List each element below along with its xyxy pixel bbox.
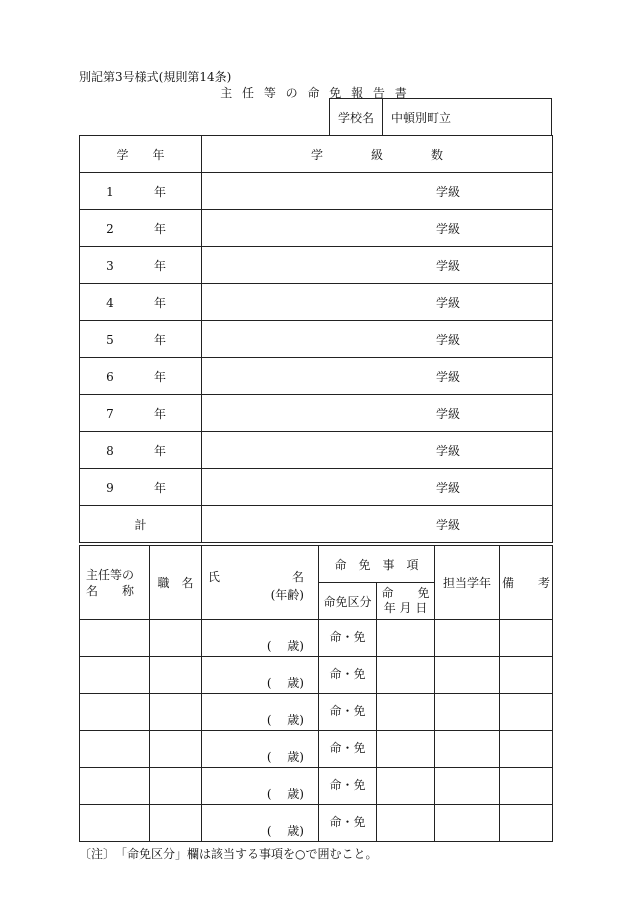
grade-number: 8 <box>106 443 114 458</box>
remarks-cell[interactable] <box>500 620 553 657</box>
form-reference: 別記第3号様式(規則第14条) <box>79 70 232 84</box>
name-header-label: 氏 名 <box>208 570 305 584</box>
class-suffix: 学級 <box>435 332 460 347</box>
position-cell[interactable] <box>150 694 202 731</box>
grade-row <box>80 469 553 506</box>
grade-unit: 年 <box>153 221 166 236</box>
category-cell[interactable] <box>319 805 377 842</box>
grade-number: 7 <box>106 406 114 421</box>
category-options: 命・免 <box>329 778 366 792</box>
grade-row <box>80 358 553 395</box>
name-cell[interactable] <box>202 657 319 694</box>
grade-number: 3 <box>106 258 114 273</box>
staff-appointment-table <box>79 545 553 842</box>
date-cell[interactable] <box>377 657 435 694</box>
grade-row <box>80 321 553 358</box>
class-count-header: 学 級 数 <box>202 136 553 173</box>
class-count-cell[interactable] <box>202 173 553 210</box>
grade-unit: 年 <box>153 332 166 347</box>
total-label: 計 <box>80 506 202 543</box>
remarks-cell[interactable] <box>500 731 553 768</box>
class-count-cell[interactable] <box>202 432 553 469</box>
date-cell[interactable] <box>377 620 435 657</box>
grade-cell <box>80 284 202 321</box>
remarks-header: 備 考 <box>500 546 553 620</box>
remarks-cell[interactable] <box>500 694 553 731</box>
grade-unit: 年 <box>153 258 166 273</box>
category-header: 命免区分 <box>319 583 377 620</box>
name-cell[interactable] <box>202 768 319 805</box>
position-cell[interactable] <box>150 657 202 694</box>
grade-cell <box>80 469 202 506</box>
grade-row <box>80 247 553 284</box>
name-cell[interactable] <box>202 620 319 657</box>
position-cell[interactable] <box>150 768 202 805</box>
grade-number: 2 <box>106 221 114 236</box>
category-options: 命・免 <box>329 741 366 755</box>
staff-row <box>80 620 553 657</box>
staff-row <box>80 731 553 768</box>
grade-cell <box>80 321 202 358</box>
position-header: 職 名 <box>150 546 202 620</box>
assigned-grade-cell[interactable] <box>435 805 500 842</box>
role-title-line2: 名 称 <box>86 583 135 598</box>
remarks-cell[interactable] <box>500 768 553 805</box>
name-cell[interactable] <box>202 694 319 731</box>
staff-row <box>80 657 553 694</box>
grade-header: 学 年 <box>80 136 202 173</box>
grade-cell <box>80 210 202 247</box>
class-count-cell[interactable] <box>202 247 553 284</box>
assigned-grade-cell[interactable] <box>435 657 500 694</box>
class-suffix: 学級 <box>435 480 460 495</box>
class-count-cell[interactable] <box>202 321 553 358</box>
grade-row <box>80 173 553 210</box>
date-cell[interactable] <box>377 805 435 842</box>
grade-cell <box>80 395 202 432</box>
assigned-grade-cell[interactable] <box>435 620 500 657</box>
grade-unit: 年 <box>153 295 166 310</box>
footnote: 〔注〕 「命免区分」欄は該当する事項を○で囲むこと。 <box>79 847 378 861</box>
grade-unit: 年 <box>153 443 166 458</box>
class-suffix: 学級 <box>435 406 460 421</box>
age-placeholder: ( 歳) <box>266 713 304 727</box>
age-placeholder: ( 歳) <box>266 824 304 838</box>
date-header-line1: 命 免 <box>381 586 430 600</box>
role-title-cell[interactable] <box>80 805 150 842</box>
class-suffix: 学級 <box>435 443 460 458</box>
category-options: 命・免 <box>329 815 366 829</box>
name-cell[interactable] <box>202 731 319 768</box>
grade-number: 4 <box>106 295 114 310</box>
class-count-cell[interactable] <box>202 395 553 432</box>
class-count-cell[interactable] <box>202 469 553 506</box>
assigned-grade-cell[interactable] <box>435 768 500 805</box>
remarks-cell[interactable] <box>500 805 553 842</box>
assigned-grade-header: 担当学年 <box>435 546 500 620</box>
class-suffix: 学級 <box>435 184 460 199</box>
age-header-label: (年齢) <box>270 588 304 602</box>
grade-number: 6 <box>106 369 114 384</box>
date-header <box>377 583 435 620</box>
role-title-cell[interactable] <box>80 731 150 768</box>
grade-number: 9 <box>106 480 114 495</box>
age-placeholder: ( 歳) <box>266 787 304 801</box>
page-title: 主 任 等 の 命 免 報 告 書 <box>220 86 410 100</box>
staff-row <box>80 805 553 842</box>
school-value[interactable]: 中頓別町立 <box>383 99 552 136</box>
grade-cell <box>80 173 202 210</box>
position-cell[interactable] <box>150 805 202 842</box>
grade-number: 5 <box>106 332 114 347</box>
class-count-cell[interactable] <box>202 210 553 247</box>
grade-number: 1 <box>106 184 114 199</box>
role-title-cell[interactable] <box>80 657 150 694</box>
grade-cell <box>80 358 202 395</box>
role-title-header <box>80 546 150 620</box>
category-options: 命・免 <box>329 667 366 681</box>
class-suffix: 学級 <box>435 369 460 384</box>
class-count-cell[interactable] <box>202 284 553 321</box>
total-row <box>80 506 553 543</box>
class-count-cell[interactable] <box>202 358 553 395</box>
age-placeholder: ( 歳) <box>266 676 304 690</box>
category-cell[interactable] <box>319 620 377 657</box>
category-cell[interactable] <box>319 731 377 768</box>
assigned-grade-cell[interactable] <box>435 694 500 731</box>
staff-row <box>80 768 553 805</box>
grade-cell <box>80 432 202 469</box>
class-suffix: 学級 <box>435 295 460 310</box>
total-count-cell[interactable] <box>202 506 553 543</box>
age-placeholder: ( 歳) <box>266 750 304 764</box>
grade-row <box>80 210 553 247</box>
category-cell[interactable] <box>319 694 377 731</box>
role-title-line1: 主任等の <box>86 567 135 582</box>
category-options: 命・免 <box>329 704 366 718</box>
remarks-cell[interactable] <box>500 657 553 694</box>
grade-row <box>80 284 553 321</box>
category-cell[interactable] <box>319 768 377 805</box>
date-cell[interactable] <box>377 694 435 731</box>
grade-unit: 年 <box>153 480 166 495</box>
grade-unit: 年 <box>153 406 166 421</box>
grade-unit: 年 <box>153 184 166 199</box>
name-header <box>202 546 319 620</box>
grade-unit: 年 <box>153 369 166 384</box>
school-name-box <box>329 98 552 136</box>
grade-row <box>80 432 553 469</box>
matters-header: 命 免 事 項 <box>319 546 435 583</box>
date-header-line2: 年 月 日 <box>383 601 428 615</box>
role-title-cell[interactable] <box>80 620 150 657</box>
class-suffix: 学級 <box>435 221 460 236</box>
total-suffix: 学級 <box>435 517 460 532</box>
name-cell[interactable] <box>202 805 319 842</box>
class-suffix: 学級 <box>435 258 460 273</box>
role-title-cell[interactable] <box>80 768 150 805</box>
age-placeholder: ( 歳) <box>266 639 304 653</box>
grade-row <box>80 395 553 432</box>
date-cell[interactable] <box>377 731 435 768</box>
assigned-grade-cell[interactable] <box>435 731 500 768</box>
grade-class-table <box>79 135 553 543</box>
category-options: 命・免 <box>329 630 366 644</box>
staff-row <box>80 694 553 731</box>
category-cell[interactable] <box>319 657 377 694</box>
position-cell[interactable] <box>150 620 202 657</box>
date-cell[interactable] <box>377 768 435 805</box>
position-cell[interactable] <box>150 731 202 768</box>
role-title-cell[interactable] <box>80 694 150 731</box>
grade-cell <box>80 247 202 284</box>
school-label: 学校名 <box>330 99 383 136</box>
